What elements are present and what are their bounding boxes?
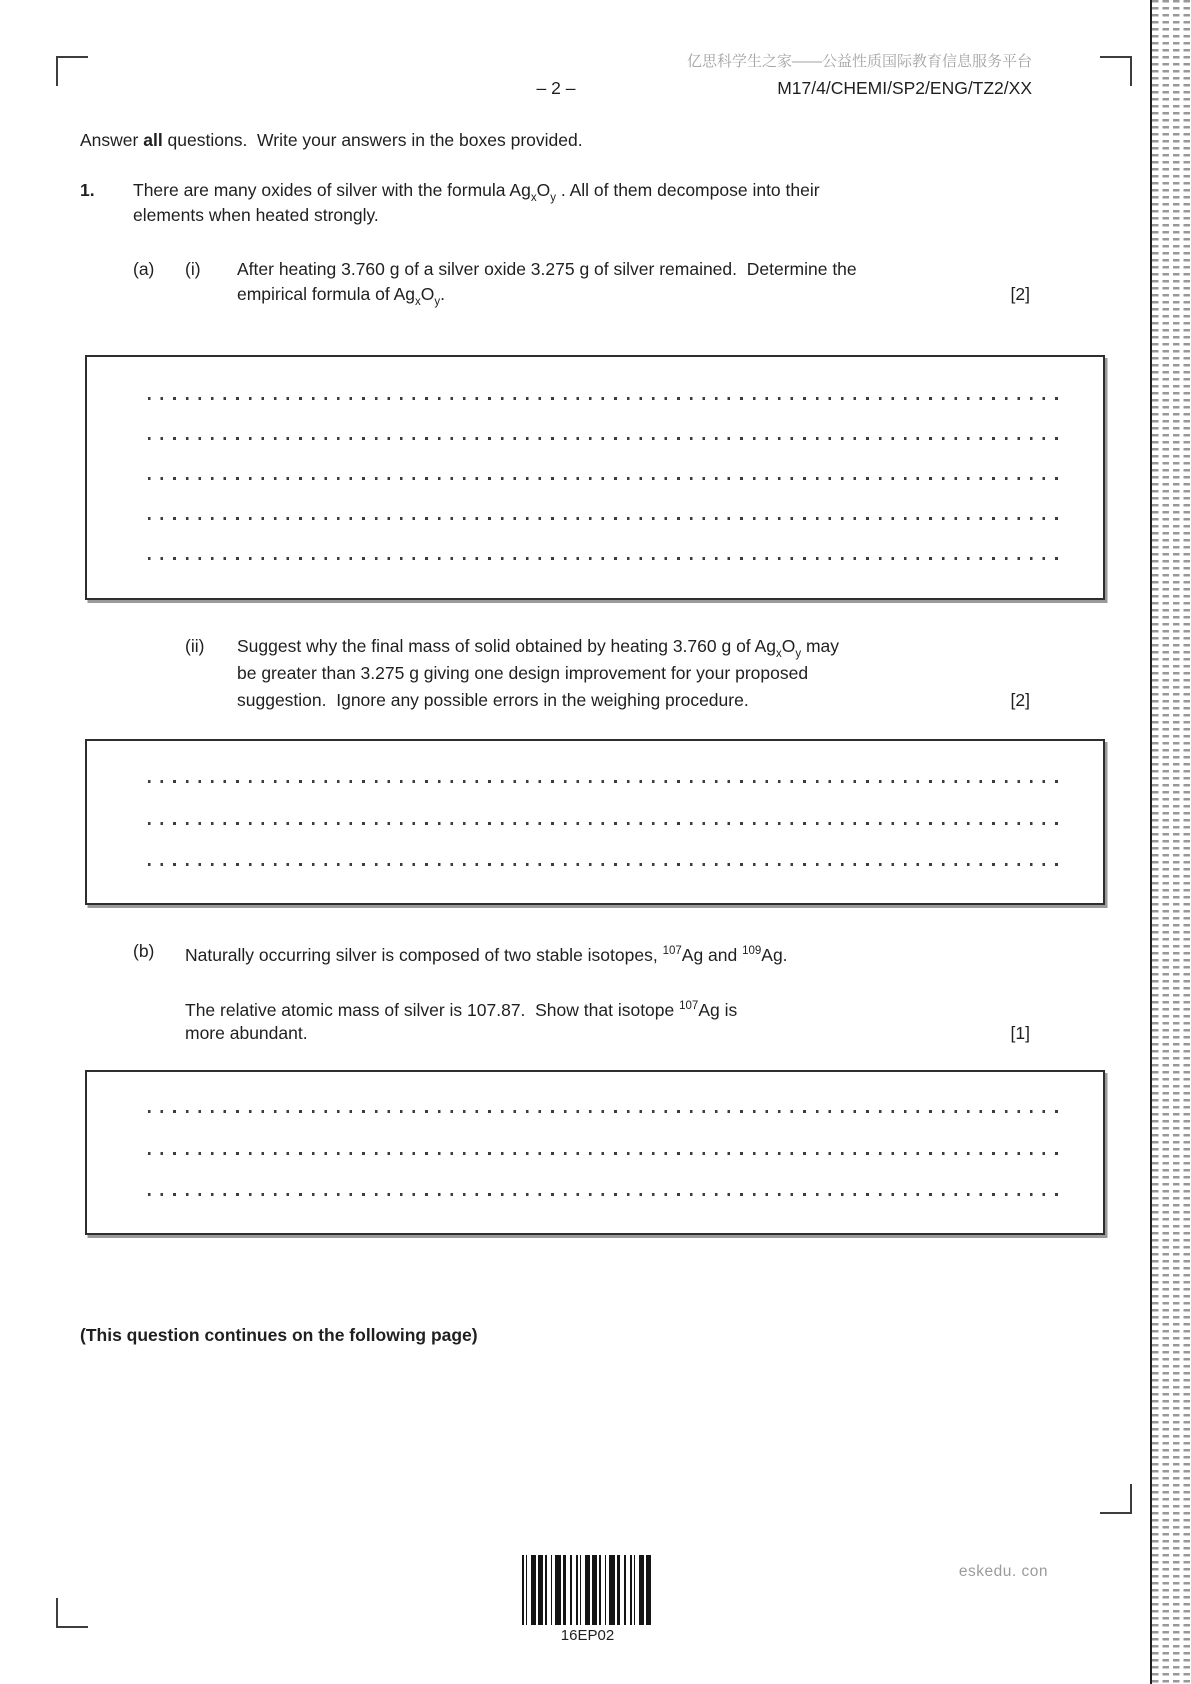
site-watermark: eskedu. con [958, 1563, 1048, 1580]
question-stem-line2: elements when heated strongly. [133, 205, 379, 225]
dotted-answer-line [148, 477, 1058, 480]
platform-watermark-header: 亿思科学生之家——公益性质国际教育信息服务平台 [686, 53, 1032, 70]
dotted-answer-line [148, 822, 1058, 825]
continuation-note: (This question continues on the following page) [80, 1325, 478, 1345]
dotted-answer-line [148, 863, 1058, 866]
part-b-text-line1: Naturally occurring silver is composed of two stable isotopes, $^{107}$Ag and $^{109}$Ag. [185, 945, 788, 965]
part-aii-text-line1: Suggest why the final mass of solid obtained by heating 3.760 g of $Ag_xO_y$ may [237, 636, 840, 660]
dotted-answer-line [148, 517, 1058, 520]
page-edge-texture-strip [1150, 0, 1191, 1684]
page-number: – 2 – [536, 78, 576, 98]
dotted-answer-line [148, 1110, 1058, 1113]
dotted-answer-line [148, 437, 1058, 440]
part-b-label: (b) [133, 941, 155, 961]
part-ai-marks: [2] [1010, 284, 1030, 304]
question-number: 1. [80, 180, 95, 200]
question-stem-line1: There are many oxides of silver with the formula $Ag_xO_y$ . All of them decompose into their [133, 180, 820, 204]
part-b-text-line2: The relative atomic mass of silver is 107.87. Show that isotope $^{107}$Ag is [185, 1000, 738, 1020]
part-aii-text-line3: suggestion. Ignore any possible errors in the weighing procedure. [237, 690, 749, 710]
answer-instruction: Answer all questions. Write your answers in the boxes provided. [80, 130, 583, 150]
paper-code: M17/4/CHEMI/SP2/ENG/TZ2/XX [777, 78, 1032, 98]
dotted-answer-line [148, 1193, 1058, 1196]
part-ai-label: (i) [185, 259, 201, 279]
answer-box-ai [85, 355, 1105, 600]
part-aii-text-line2: be greater than 3.275 g giving one design improvement for your proposed [237, 663, 809, 683]
dotted-answer-line [148, 557, 1058, 560]
answer-box-aii [85, 739, 1105, 905]
part-b-marks: [1] [1010, 1023, 1030, 1043]
part-aii-label: (ii) [185, 636, 205, 656]
part-aii-marks: [2] [1010, 690, 1030, 710]
corner-mark-bottom-left [56, 1598, 88, 1628]
part-a-label: (a) [133, 259, 155, 279]
corner-mark-bottom-right [1100, 1484, 1132, 1514]
barcode [522, 1555, 653, 1625]
part-b-text-line3: more abundant. [185, 1023, 308, 1043]
answer-box-b [85, 1070, 1105, 1235]
dotted-answer-line [148, 780, 1058, 783]
part-ai-text-line2: empirical formula of $Ag_xO_y$. [237, 284, 445, 308]
dotted-answer-line [148, 397, 1058, 400]
dotted-answer-line [148, 1152, 1058, 1155]
barcode-label: 16EP02 [560, 1627, 615, 1644]
part-ai-text-line1: After heating 3.760 g of a silver oxide 3.275 g of silver remained. Determine the [237, 259, 857, 279]
